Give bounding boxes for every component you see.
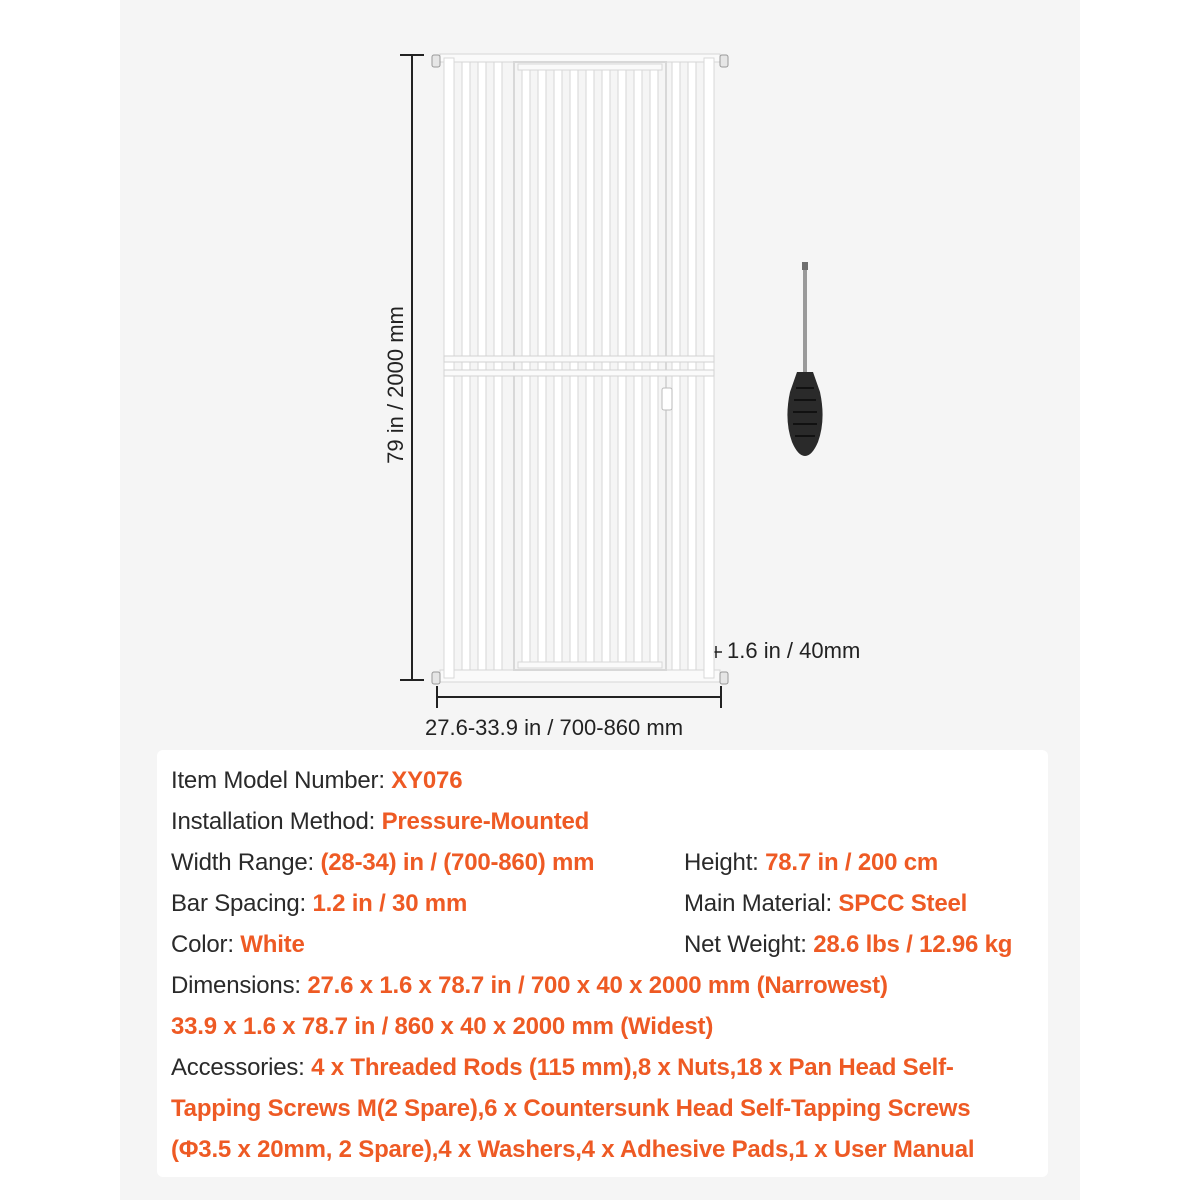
spec-install (171, 808, 589, 836)
height-dimension-label: 79 in / 2000 mm (383, 306, 408, 464)
spec-height-label: Height: (684, 849, 766, 876)
spec-dimensions-line2 (171, 1013, 713, 1041)
spec-color-label: Color: (171, 931, 241, 958)
spec-dimensions-value-1: 27.6 x 1.6 x 78.7 in / 700 x 40 x 2000 mm (Narrowest) (307, 972, 888, 999)
spec-accessories-line2 (171, 1095, 970, 1123)
width-dimension-label: 27.6-33.9 in / 700-860 mm (425, 715, 684, 740)
spec-dimensions-label: Dimensions: (171, 972, 308, 999)
width-dimension-line (437, 686, 721, 708)
pet-gate (432, 54, 728, 684)
spec-weight-value: 28.6 lbs / 12.96 kg (813, 931, 1013, 958)
spec-width-value: (28-34) in / (700-860) mm (320, 849, 595, 876)
spec-weight-label: Net Weight: (684, 931, 814, 958)
spec-bar-spacing-value: 1.2 in / 30 mm (312, 890, 468, 917)
spec-material-value: SPCC Steel (838, 890, 968, 917)
spec-material-label: Main Material: (684, 890, 839, 917)
spec-dimensions-value-2: 33.9 x 1.6 x 78.7 in / 860 x 40 x 2000 mm (Widest) (171, 1013, 714, 1040)
spec-width-label: Width Range: (171, 849, 321, 876)
spec-color-value: White (240, 931, 305, 958)
spec-model-value: XY076 (391, 767, 463, 794)
spec-height-value: 78.7 in / 200 cm (765, 849, 939, 876)
spec-accessories-line3 (171, 1136, 974, 1164)
spec-accessories-value-3: (Φ3.5 x 20mm, 2 Spare),4 x Washers,4 x Adhesive Pads,1 x User Manual (171, 1136, 975, 1163)
spec-accessories-value-1: 4 x Threaded Rods (115 mm),8 x Nuts,18 x Pan Head Self- (311, 1054, 954, 1081)
spec-bar-spacing (171, 890, 467, 918)
spec-color (171, 931, 305, 959)
spec-height (684, 849, 938, 877)
spec-dimensions (171, 972, 888, 1000)
depth-dimension-label: 1.6 in / 40mm (727, 638, 861, 663)
spec-material (684, 890, 967, 918)
screwdriver-icon (787, 262, 822, 456)
spec-accessories (171, 1054, 954, 1082)
spec-accessories-value-2: Tapping Screws M(2 Spare),6 x Countersunk Head Self-Tapping Screws (171, 1095, 971, 1122)
spec-model (171, 767, 462, 795)
spec-install-value: Pressure-Mounted (381, 808, 590, 835)
spec-weight (684, 931, 1012, 959)
spec-install-label: Installation Method: (171, 808, 382, 835)
spec-bar-spacing-label: Bar Spacing: (171, 890, 313, 917)
spec-accessories-label: Accessories: (171, 1054, 312, 1081)
spec-width (171, 849, 594, 877)
spec-model-label: Item Model Number: (171, 767, 392, 794)
